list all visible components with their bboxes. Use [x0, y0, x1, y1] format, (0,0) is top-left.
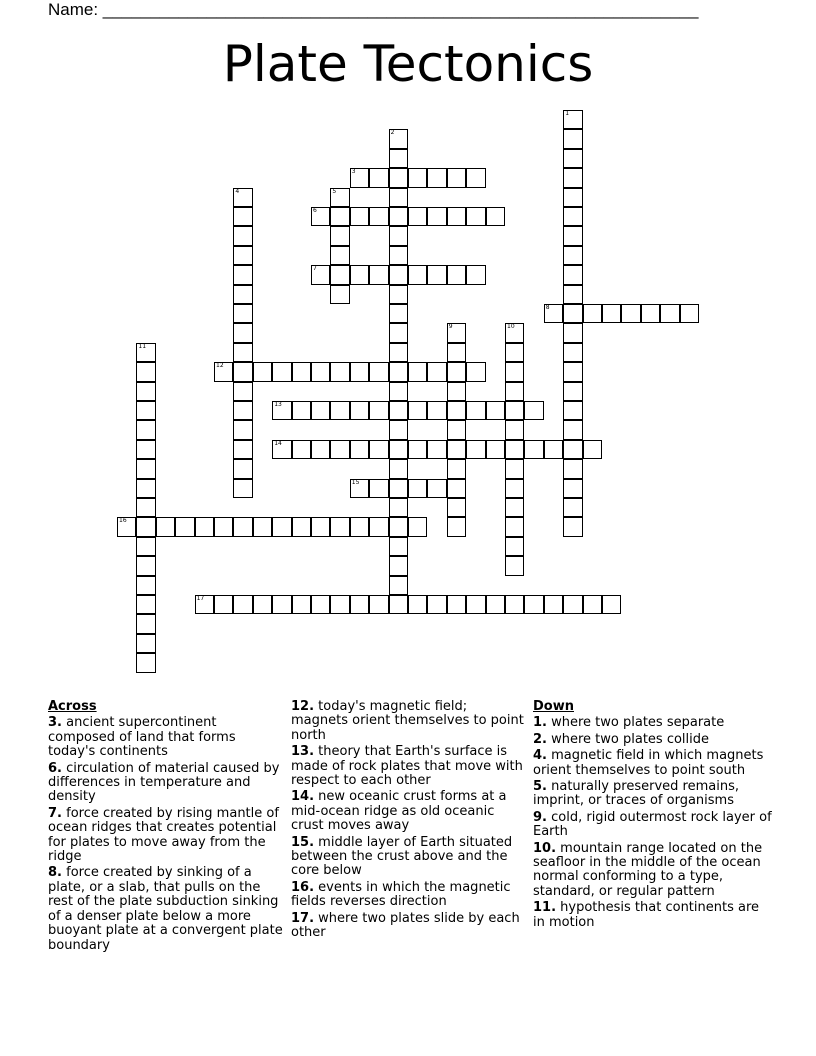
- clue-number: 12: [216, 362, 224, 370]
- crossword-cell[interactable]: [447, 459, 466, 478]
- crossword-cell[interactable]: [447, 382, 466, 401]
- crossword-cell[interactable]: [563, 246, 582, 265]
- crossword-cell[interactable]: [447, 479, 466, 498]
- crossword-cell[interactable]: [233, 323, 252, 342]
- crossword-cell[interactable]: [350, 265, 369, 284]
- crossword-cell[interactable]: [524, 595, 543, 614]
- crossword-cell[interactable]: [505, 595, 524, 614]
- crossword-cell[interactable]: [389, 343, 408, 362]
- crossword-cell[interactable]: [447, 168, 466, 187]
- crossword-cell[interactable]: [330, 226, 349, 245]
- crossword-cell[interactable]: [214, 595, 233, 614]
- crossword-cell[interactable]: [233, 401, 252, 420]
- crossword-cell[interactable]: [272, 401, 291, 420]
- crossword-cell[interactable]: [272, 440, 291, 459]
- crossword-cell[interactable]: [505, 498, 524, 517]
- crossword-cell[interactable]: [272, 595, 291, 614]
- crossword-cell[interactable]: [233, 207, 252, 226]
- crossword-cell[interactable]: [427, 401, 446, 420]
- crossword-cell[interactable]: [427, 479, 446, 498]
- crossword-cell[interactable]: [369, 265, 388, 284]
- crossword-cell[interactable]: [563, 323, 582, 342]
- crossword-cell[interactable]: [136, 498, 155, 517]
- crossword-cell[interactable]: [563, 226, 582, 245]
- crossword-cell[interactable]: [136, 420, 155, 439]
- clue-number: 10: [507, 323, 515, 331]
- crossword-cell[interactable]: [369, 168, 388, 187]
- clue-down-9: 9. cold, rigid outermost rock layer of Earth: [533, 809, 772, 840]
- crossword-cell[interactable]: [505, 343, 524, 362]
- crossword-cell[interactable]: [136, 537, 155, 556]
- crossword-cell[interactable]: [136, 382, 155, 401]
- crossword-cell[interactable]: [311, 265, 330, 284]
- down-clues: [533, 700, 773, 932]
- crossword-cell[interactable]: [408, 401, 427, 420]
- crossword-cell[interactable]: [447, 498, 466, 517]
- crossword-cell[interactable]: [156, 517, 175, 536]
- crossword-cell[interactable]: [350, 479, 369, 498]
- crossword-cell[interactable]: [466, 207, 485, 226]
- clue-across-15: 15. middle layer of Earth situated between the crust above and the core below: [291, 834, 513, 879]
- crossword-cell[interactable]: [563, 265, 582, 284]
- crossword-cell[interactable]: [350, 362, 369, 381]
- crossword-cell[interactable]: [505, 382, 524, 401]
- crossword-cell[interactable]: [563, 595, 582, 614]
- crossword-cell[interactable]: [505, 517, 524, 536]
- crossword-cell[interactable]: [350, 517, 369, 536]
- crossword-cell[interactable]: [563, 479, 582, 498]
- clue-across-6: 6. circulation of material caused by differences in temperature and density: [48, 760, 280, 805]
- crossword-cell[interactable]: [311, 595, 330, 614]
- crossword-cell[interactable]: [389, 265, 408, 284]
- crossword-cell[interactable]: [447, 420, 466, 439]
- crossword-cell[interactable]: [195, 517, 214, 536]
- crossword-cell[interactable]: [389, 595, 408, 614]
- crossword-cell[interactable]: [583, 440, 602, 459]
- crossword-cell[interactable]: [136, 595, 155, 614]
- crossword-cell[interactable]: [563, 168, 582, 187]
- crossword-cell[interactable]: [563, 362, 582, 381]
- crossword-cell[interactable]: [330, 188, 349, 207]
- crossword-cell[interactable]: [311, 362, 330, 381]
- crossword-cell[interactable]: [447, 440, 466, 459]
- crossword-cell[interactable]: [447, 401, 466, 420]
- crossword-cell[interactable]: [447, 595, 466, 614]
- crossword-cell[interactable]: [583, 595, 602, 614]
- crossword-cell[interactable]: [466, 265, 485, 284]
- crossword-cell[interactable]: [292, 517, 311, 536]
- clue-across-3: 3. ancient supercontinent composed of land that forms today's continents: [48, 715, 236, 760]
- crossword-cell[interactable]: [389, 246, 408, 265]
- crossword-cell[interactable]: [389, 537, 408, 556]
- crossword-cell[interactable]: [175, 517, 194, 536]
- crossword-cell[interactable]: [311, 401, 330, 420]
- crossword-cell[interactable]: [408, 517, 427, 536]
- crossword-cell[interactable]: [233, 459, 252, 478]
- crossword-cell[interactable]: [369, 401, 388, 420]
- crossword-cell[interactable]: [505, 537, 524, 556]
- crossword-cell[interactable]: [233, 440, 252, 459]
- across-heading: Across: [48, 699, 97, 714]
- crossword-cell[interactable]: [136, 517, 155, 536]
- crossword-cell[interactable]: [544, 304, 563, 323]
- crossword-cell[interactable]: [389, 285, 408, 304]
- crossword-cell[interactable]: [505, 362, 524, 381]
- crossword-cell[interactable]: [524, 401, 543, 420]
- clue-across-17: 17. where two plates slide by each other: [291, 910, 520, 941]
- crossword-cell[interactable]: [408, 265, 427, 284]
- crossword-cell[interactable]: [505, 479, 524, 498]
- clue-down-2: 2. where two plates collide: [533, 731, 710, 747]
- crossword-cell[interactable]: [233, 479, 252, 498]
- crossword-cell[interactable]: [486, 440, 505, 459]
- crossword-cell[interactable]: [505, 420, 524, 439]
- crossword-cell[interactable]: [233, 226, 252, 245]
- crossword-cell[interactable]: [563, 517, 582, 536]
- clue-number: 8: [545, 304, 550, 311]
- crossword-cell[interactable]: [641, 304, 660, 323]
- crossword-cell[interactable]: [524, 440, 543, 459]
- crossword-cell[interactable]: [389, 401, 408, 420]
- crossword-cell[interactable]: [117, 517, 136, 536]
- crossword-cell[interactable]: [136, 401, 155, 420]
- clue-number: 13: [274, 401, 282, 408]
- crossword-cell[interactable]: [136, 479, 155, 498]
- crossword-cell[interactable]: [330, 246, 349, 265]
- crossword-cell[interactable]: [233, 246, 252, 265]
- crossword-cell[interactable]: [253, 517, 272, 536]
- crossword-cell[interactable]: [233, 188, 252, 207]
- crossword-cell[interactable]: [563, 401, 582, 420]
- crossword-cell[interactable]: [330, 517, 349, 536]
- crossword-cell[interactable]: [466, 440, 485, 459]
- crossword-cell[interactable]: [195, 595, 214, 614]
- crossword-cell[interactable]: [505, 440, 524, 459]
- crossword-cell[interactable]: [505, 459, 524, 478]
- clue-across-12: 12. today's magnetic field; magnets orient themselves to point north: [291, 699, 524, 743]
- crossword-cell[interactable]: [136, 634, 155, 653]
- crossword-cell[interactable]: [583, 304, 602, 323]
- crossword-cell[interactable]: [486, 207, 505, 226]
- crossword-cell[interactable]: [136, 614, 155, 633]
- crossword-cell[interactable]: [311, 207, 330, 226]
- crossword-cell[interactable]: [292, 595, 311, 614]
- crossword-cell[interactable]: [408, 479, 427, 498]
- across-clues-continued: [291, 700, 527, 943]
- crossword-cell[interactable]: [389, 420, 408, 439]
- crossword-cell[interactable]: [563, 420, 582, 439]
- clue-down-4: 4. magnetic field in which magnets orient themselves to point south: [533, 748, 764, 778]
- crossword-cell[interactable]: [486, 595, 505, 614]
- crossword-cell[interactable]: [136, 459, 155, 478]
- crossword-cell[interactable]: [389, 129, 408, 148]
- crossword-cell[interactable]: [563, 149, 582, 168]
- crossword-cell[interactable]: [408, 440, 427, 459]
- page-title: Plate Tectonics: [222, 35, 594, 93]
- crossword-cell[interactable]: [563, 285, 582, 304]
- crossword-cell[interactable]: [330, 401, 349, 420]
- crossword-cell[interactable]: [389, 323, 408, 342]
- clue-number: 6: [313, 207, 317, 214]
- crossword-cell[interactable]: [330, 595, 349, 614]
- crossword-cell[interactable]: [389, 459, 408, 478]
- name-field-label: Name: _______________________________________________________________: [48, 0, 699, 19]
- crossword-cell[interactable]: [563, 188, 582, 207]
- clue-down-11: 11. hypothesis that continents are in motion: [533, 900, 760, 930]
- crossword-cell[interactable]: [408, 168, 427, 187]
- crossword-cell[interactable]: [602, 304, 621, 323]
- crossword-cell[interactable]: [389, 440, 408, 459]
- crossword-cell[interactable]: [505, 401, 524, 420]
- crossword-cell[interactable]: [544, 440, 563, 459]
- crossword-cell[interactable]: [602, 595, 621, 614]
- crossword-cell[interactable]: [350, 168, 369, 187]
- crossword-cell[interactable]: [486, 401, 505, 420]
- crossword-cell[interactable]: [292, 362, 311, 381]
- clue-number: 5: [332, 187, 337, 195]
- crossword-cell[interactable]: [233, 595, 252, 614]
- clue-number: 17: [196, 595, 205, 602]
- crossword-cell[interactable]: [389, 188, 408, 207]
- clue-across-14: 14. new oceanic crust forms at a mid-ocean ridge as old oceanic crust moves away: [291, 789, 507, 834]
- crossword-cell[interactable]: [233, 420, 252, 439]
- crossword-cell[interactable]: [272, 362, 291, 381]
- crossword-cell[interactable]: [389, 207, 408, 226]
- crossword-cell[interactable]: [350, 595, 369, 614]
- crossword-cell[interactable]: [408, 207, 427, 226]
- crossword-cell[interactable]: [389, 149, 408, 168]
- crossword-cell[interactable]: [427, 168, 446, 187]
- clue-number: 1: [565, 110, 570, 117]
- crossword-cell[interactable]: [680, 304, 699, 323]
- crossword-cell[interactable]: [233, 343, 252, 362]
- clue-down-1: 1. where two plates separate: [533, 715, 725, 731]
- crossword-cell[interactable]: [330, 285, 349, 304]
- crossword-cell[interactable]: [447, 265, 466, 284]
- down-heading: Down: [533, 699, 574, 714]
- clue-number: 2: [390, 129, 395, 137]
- crossword-cell[interactable]: [369, 517, 388, 536]
- crossword-cell[interactable]: [311, 517, 330, 536]
- crossword-cell[interactable]: [563, 382, 582, 401]
- crossword-cell[interactable]: [427, 362, 446, 381]
- crossword-cell[interactable]: [563, 207, 582, 226]
- crossword-cell[interactable]: [369, 479, 388, 498]
- crossword-cell[interactable]: [253, 595, 272, 614]
- crossword-cell[interactable]: [136, 440, 155, 459]
- crossword-cell[interactable]: [330, 362, 349, 381]
- crossword-cell[interactable]: [233, 304, 252, 323]
- crossword-cell[interactable]: [505, 556, 524, 575]
- crossword-cell[interactable]: [311, 440, 330, 459]
- crossword-cell[interactable]: [447, 517, 466, 536]
- crossword-cell[interactable]: [621, 304, 640, 323]
- clue-number: 16: [119, 517, 127, 525]
- crossword-cell[interactable]: [330, 265, 349, 284]
- crossword-cell[interactable]: [214, 362, 233, 381]
- crossword-cell[interactable]: [505, 323, 524, 342]
- clue-across-16: 16. events in which the magnetic fields reverses direction: [291, 879, 511, 910]
- crossword-cell[interactable]: [233, 362, 252, 381]
- crossword-cell[interactable]: [330, 207, 349, 226]
- crossword-cell[interactable]: [136, 653, 155, 672]
- crossword-cell[interactable]: [350, 401, 369, 420]
- crossword-cell[interactable]: [389, 576, 408, 595]
- crossword-cell[interactable]: [447, 207, 466, 226]
- crossword-cell[interactable]: [563, 110, 582, 129]
- crossword-cell[interactable]: [136, 576, 155, 595]
- clue-across-7: 7. force created by rising mantle of ocean ridges that creates potential for plates to move away from the ridge: [48, 805, 279, 865]
- crossword-cell[interactable]: [466, 401, 485, 420]
- crossword-cell[interactable]: [563, 459, 582, 478]
- crossword-cell[interactable]: [466, 595, 485, 614]
- clue-number: 14: [274, 439, 282, 447]
- clue-number: 3: [351, 168, 356, 176]
- crossword-cell[interactable]: [330, 440, 349, 459]
- crossword-cell[interactable]: [214, 517, 233, 536]
- crossword-cell[interactable]: [389, 168, 408, 187]
- crossword-cell[interactable]: [369, 362, 388, 381]
- crossword-cell[interactable]: [427, 440, 446, 459]
- clue-number: 9: [448, 323, 453, 331]
- crossword-cell[interactable]: [447, 343, 466, 362]
- crossword-cell[interactable]: [350, 440, 369, 459]
- crossword-cell[interactable]: [466, 362, 485, 381]
- crossword-cell[interactable]: [427, 265, 446, 284]
- crossword-cell[interactable]: [563, 304, 582, 323]
- crossword-cell[interactable]: [369, 595, 388, 614]
- crossword-cell[interactable]: [563, 498, 582, 517]
- clue-across-13: 13. theory that Earth's surface is made of rock plates that move with respect to each other: [291, 744, 523, 789]
- crossword-cell[interactable]: [389, 362, 408, 381]
- crossword-cell[interactable]: [466, 168, 485, 187]
- crossword-cell[interactable]: [369, 440, 388, 459]
- clue-number: 15: [351, 478, 360, 486]
- clue-down-5: 5. naturally preserved remains, imprint, or traces of organisms: [533, 779, 739, 809]
- crossword-cell[interactable]: [427, 595, 446, 614]
- crossword-cell[interactable]: [563, 440, 582, 459]
- crossword-cell[interactable]: [369, 207, 388, 226]
- crossword-cell[interactable]: [447, 362, 466, 381]
- crossword-cell[interactable]: [563, 343, 582, 362]
- crossword-cell[interactable]: [544, 595, 563, 614]
- crossword-cell[interactable]: [233, 517, 252, 536]
- clue-down-10: 10. mountain range located on the seafloor in the middle of the ocean normal conforming to a type, standard, or regular pattern: [533, 840, 763, 899]
- crossword-cell[interactable]: [292, 401, 311, 420]
- clue-number: 4: [235, 187, 240, 195]
- crossword-cell[interactable]: [253, 362, 272, 381]
- crossword-cell[interactable]: [389, 304, 408, 323]
- crossword-cell[interactable]: [233, 382, 252, 401]
- crossword-cell[interactable]: [563, 129, 582, 148]
- clue-across-8: 8. force created by sinking of a plate, or a slab, that pulls on the rest of the plate subduction sinking of a denser plate below a more buoyant plate at a convergent plate boundary: [48, 865, 283, 953]
- crossword-cell[interactable]: [389, 556, 408, 575]
- crossword-cell[interactable]: [408, 595, 427, 614]
- crossword-cell[interactable]: [389, 479, 408, 498]
- crossword-cell[interactable]: [427, 207, 446, 226]
- crossword-cell[interactable]: [136, 343, 155, 362]
- crossword-cell[interactable]: [136, 362, 155, 381]
- clue-number: 11: [138, 342, 147, 350]
- crossword-cell[interactable]: [389, 226, 408, 245]
- crossword-cell[interactable]: [389, 498, 408, 517]
- across-clues: [48, 700, 283, 955]
- crossword-cell[interactable]: [136, 556, 155, 575]
- crossword-cell[interactable]: [408, 362, 427, 381]
- crossword-cell[interactable]: [660, 304, 679, 323]
- crossword-cell[interactable]: [233, 265, 252, 284]
- crossword-cell[interactable]: [447, 323, 466, 342]
- crossword-cell[interactable]: [389, 382, 408, 401]
- crossword-cell[interactable]: [272, 517, 291, 536]
- clue-number: 7: [313, 265, 317, 273]
- crossword-cell[interactable]: [389, 517, 408, 536]
- crossword-cell[interactable]: [292, 440, 311, 459]
- crossword-cell[interactable]: [233, 285, 252, 304]
- crossword-cell[interactable]: [350, 207, 369, 226]
